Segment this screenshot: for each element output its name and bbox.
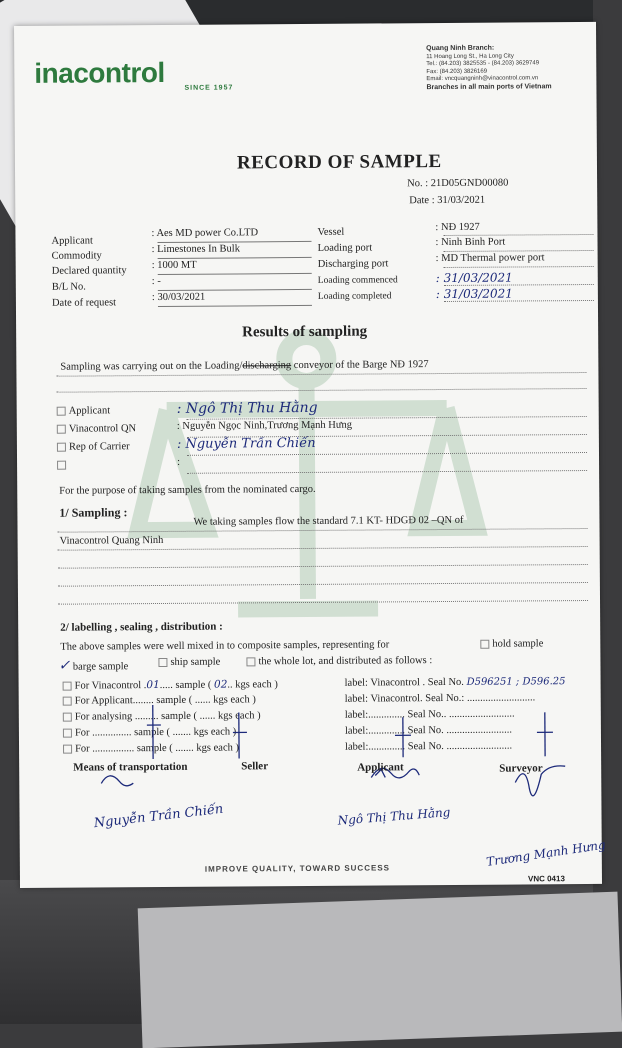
distribution-row: For ................ sample ( ....... kgs each ) <box>63 742 239 754</box>
distribution-row: For ............... sample ( ....... kgs each ) <box>63 726 236 738</box>
sampling-description: Sampling was carrying out on the Loading/discharging conveyor of the Barge NĐ 1927 <box>60 359 428 373</box>
branch-line: Tel.: (84.203) 3825535 - (84.203) 3629749 <box>426 60 539 67</box>
logo-since: SINCE 1957 <box>184 84 233 91</box>
whole-lot-option: the whole lot, and distributed as follows : <box>246 655 432 667</box>
field-label: Applicant <box>51 235 92 246</box>
date-of-request-value: : 30/03/2021 <box>152 292 205 303</box>
branch-line: 11 Hoang Long St., Ha Long City <box>426 53 514 60</box>
field-label: Declared quantity <box>52 265 127 277</box>
field-label: Commodity <box>52 250 102 261</box>
sampling-standard-line: We taking samples flow the standard 7.1 KT- HDGĐ 02 –QN of <box>193 515 463 528</box>
branch-line: Fax: (84.203) 3826169 <box>426 68 487 74</box>
record-of-sample-document <box>14 22 602 888</box>
vessel-value: : NĐ 1927 <box>435 222 479 233</box>
distribution-label: label:.............. Seal No. ......................... <box>345 741 512 753</box>
loading-port-value: : Ninh Binh Port <box>435 237 505 248</box>
attendee-blank-value: : <box>177 457 180 468</box>
field-label: Loading commenced <box>318 275 398 286</box>
field-label: B/L No. <box>52 282 86 293</box>
applicant-signature-name: Ngô Thị Thu Hằng <box>337 805 451 828</box>
branch-line: Email: vncquangninh@vinacontrol.com.vn <box>426 75 538 82</box>
attendee-applicant-label: Applicant <box>57 405 110 416</box>
declared-quantity-value: : 1000 MT <box>152 260 197 271</box>
discharging-port-value: : MD Thermal power port <box>436 252 545 264</box>
vinacontrol-logo: inacontrol <box>34 57 165 90</box>
branch-title: Quang Ninh Branch: <box>426 45 494 52</box>
distribution-row: For Applicant........ sample ( ...... kgs each ) <box>63 694 256 706</box>
distribution-row: For analysing ......... sample ( ...... kgs each ) <box>63 710 261 722</box>
hold-sample-option: hold sample <box>480 638 543 649</box>
barge-sample-option: ✓ barge sample <box>58 657 128 673</box>
labelling-heading: 2/ labelling , sealing , distribution : <box>60 621 223 634</box>
record-number-value: : 21D05GND00080 <box>425 178 508 190</box>
field-label: Loading completed <box>318 291 392 302</box>
field-label: Date of request <box>52 297 116 308</box>
sampling-heading: 1/ Sampling : <box>59 505 127 520</box>
footer-slogan: IMPROVE QUALITY, TOWARD SUCCESS <box>205 863 390 873</box>
attendee-applicant-signature: : Ngô Thị Thu Hằng <box>177 400 318 417</box>
distribution-label: label: Vinacontrol . Seal No. D596251 ; D596.25 <box>345 676 566 689</box>
loading-completed-value: : 31/03/2021 <box>436 287 513 302</box>
applicant-value: : Aes MD power Co.LTD <box>151 227 258 239</box>
results-heading: Results of sampling <box>242 324 367 342</box>
distribution-row: For Vinacontrol .01..... sample ( 02.. kgs each ) <box>63 678 278 692</box>
distribution-label: label:.............. Seal No.. ......................... <box>345 709 515 721</box>
commodity-value: : Limestones In Bulk <box>152 243 240 255</box>
bl-number-value: : - <box>152 276 161 287</box>
field-label: Discharging port <box>318 258 389 269</box>
signature-heading-applicant: Applicant <box>357 761 404 773</box>
attendee-carrier-label: Rep of Carrier <box>57 441 130 453</box>
branch-line: Branches in all main ports of Vietnam <box>426 83 551 91</box>
composite-text: The above samples were well mixed in to composite samples, representing for <box>60 639 389 652</box>
loading-commenced-value: : 31/03/2021 <box>436 271 513 286</box>
ship-sample-option: ship sample <box>158 657 220 668</box>
transport-signature-name: Nguyễn Trần Chiến <box>93 802 224 831</box>
surveyor-signature-name: Trương Mạnh Hưng <box>485 838 606 869</box>
field-label: Loading port <box>318 243 373 254</box>
field-label: Vessel <box>317 227 344 238</box>
attendee-vinacontrol-value: : Nguyễn Ngọc Ninh,Trương Mạnh Hưng <box>177 420 352 432</box>
record-date-value: : 31/03/2021 <box>432 195 485 206</box>
vnc-code: VNC 0413 <box>528 874 565 883</box>
record-date-label: Date <box>409 195 429 206</box>
handwritten-strokes <box>14 22 602 888</box>
background-paper-under <box>138 892 622 1048</box>
sampling-standard-line2: Vinacontrol Quang Ninh <box>60 535 164 547</box>
record-number-label: No. <box>407 178 423 189</box>
signature-heading-surveyor: Surveyor <box>499 762 542 774</box>
signature-heading-seller: Seller <box>241 760 268 772</box>
distribution-label: label: Vinacontrol. Seal No.: .......................... <box>345 692 536 704</box>
distribution-label: label:.............. Seal No. ......................... <box>345 725 512 737</box>
document-title: RECORD OF SAMPLE <box>237 151 442 174</box>
purpose-text: For the purpose of taking samples from the nominated cargo. <box>59 484 315 497</box>
signature-heading-transport: Means of transportation <box>73 761 187 774</box>
attendee-vinacontrol-label: Vinacontrol QN <box>57 423 136 435</box>
attendee-carrier-signature: : Nguyễn Trần Chiến <box>177 436 316 452</box>
